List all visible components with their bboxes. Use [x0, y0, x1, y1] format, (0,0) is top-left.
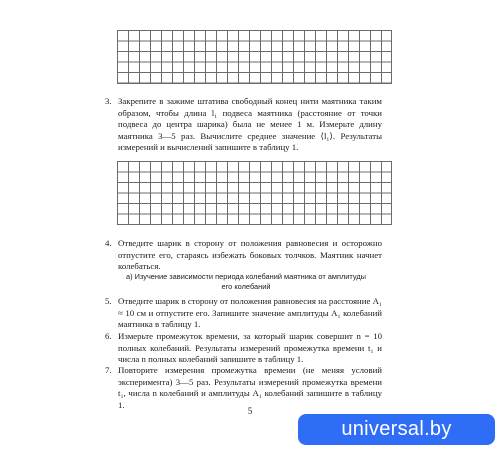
step-5 [105, 296, 382, 331]
step-number: 3. [105, 96, 112, 106]
step-number: 5. [105, 296, 112, 306]
step-text: Отведите шарик в сторону от положения равновесия на расстояние A₁ ≈ 10 см и отпустите его. Запишите значение амплитуды A₁ колебаний маятника в таблицу 1. [118, 296, 382, 330]
step-text: Измерьте промежуток времени, за который шарик совершит n = 10 полных колебаний. Результаты измерений промежутка времени t₁ и числа n полных колебаний запишите в таблицу 1. [118, 331, 382, 365]
step-6 [105, 331, 382, 366]
step-7 [105, 365, 382, 411]
step-text: Отведите шарик в сторону от положения равновесия и осторожно отпустите его, стараясь избежать боковых толчков. Маятник начнет колебаться. [118, 238, 382, 272]
step-text: Закрепите в зажиме штатива свободный конец нити маятника таким образом, чтобы длина l₁ подвеса маятника (расстояние от точки подвеса до центра шарика) была не менее 1 м. Измерьте длину маятника 3—5 раз. Вычислите среднее значение ⟨l₁⟩. Результаты измерений и вычислений запишите в таблицу 1. [118, 96, 382, 153]
step-text: Повторите измерения промежутка времени (не меняя условий эксперимента) 3—5 раз. Результаты измерений промежутка времени t₁, числа n колебаний и амплитуды A₁ колебаний запишите в таблицу 1. [118, 365, 382, 410]
grid-table-middle [117, 161, 392, 225]
step-number: 7. [105, 365, 112, 375]
step-4 [105, 238, 382, 273]
page-number: 5 [247, 406, 253, 416]
section-subheading: а) Изучение зависимости периода колебаний маятника от амплитуды его колебаний [126, 272, 366, 291]
grid-table-top [117, 30, 392, 84]
step-3 [105, 96, 382, 154]
watermark-badge: universal.by [298, 414, 495, 445]
step-number: 6. [105, 331, 112, 341]
step-number: 4. [105, 238, 112, 248]
